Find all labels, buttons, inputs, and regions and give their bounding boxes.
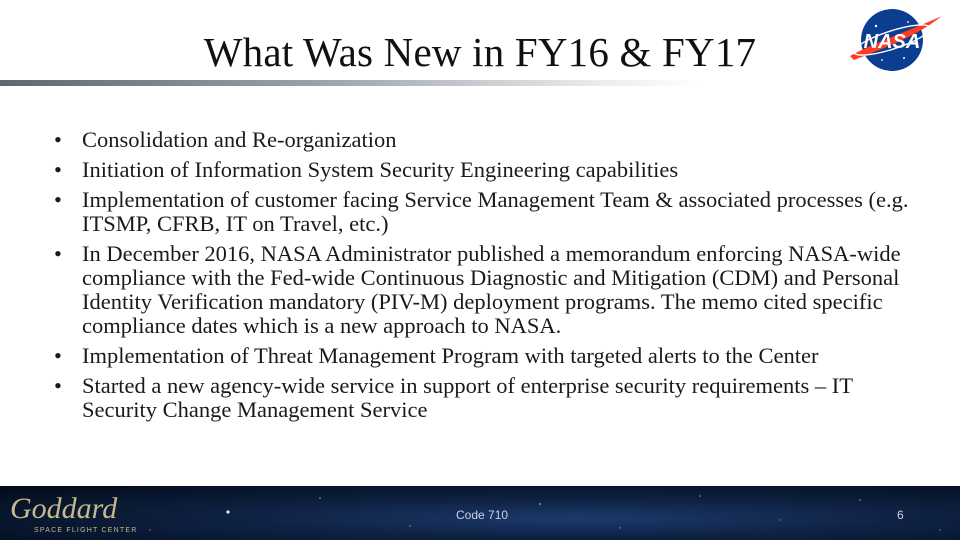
bullet-list bbox=[54, 128, 924, 428]
bullet-text: Consolidation and Re-organization bbox=[82, 127, 397, 152]
footer-bar bbox=[0, 486, 960, 540]
bullet-item bbox=[54, 128, 924, 152]
page-number: 6 bbox=[897, 508, 904, 522]
bullet-dot: • bbox=[54, 127, 62, 152]
nasa-meatball-icon bbox=[846, 6, 946, 74]
bullet-dot: • bbox=[54, 187, 62, 212]
bullet-dot: • bbox=[54, 157, 62, 182]
goddard-logo-icon bbox=[8, 488, 188, 538]
bullet-text: Initiation of Information System Security Engineering capabilities bbox=[82, 157, 679, 182]
bullet-item bbox=[54, 344, 924, 368]
goddard-subtext: SPACE FLIGHT CENTER bbox=[34, 527, 138, 534]
footer-code: Code 710 bbox=[456, 508, 509, 522]
goddard-logo-text: Goddard bbox=[10, 492, 118, 525]
bullet-text: Implementation of Threat Management Program with targeted alerts to the Center bbox=[82, 343, 819, 368]
bullet-item bbox=[54, 158, 924, 182]
bullet-dot: • bbox=[54, 343, 62, 368]
nasa-logo-text: NASA bbox=[863, 31, 921, 53]
bullet-text: In December 2016, NASA Administrator published a memorandum enforcing NASA-wide compliance with the Fed-wide Continuous Diagnostic and Mitigation (CDM) and Personal Identity Verification mandatory (PIV-M) deployment programs. The memo cited specific compliance dates which is a new approach to NASA. bbox=[82, 241, 901, 338]
bullet-item bbox=[54, 242, 924, 338]
slide-title: What Was New in FY16 & FY17 bbox=[203, 29, 757, 75]
bullet-text: Started a new agency-wide service in support of enterprise security requirements – IT Security Change Management Service bbox=[82, 373, 853, 422]
bullet-item bbox=[54, 188, 924, 236]
bullet-dot: • bbox=[54, 241, 62, 266]
bullet-dot: • bbox=[54, 373, 62, 398]
bullet-item bbox=[54, 374, 924, 422]
bullet-text: Implementation of customer facing Service Management Team & associated processes (e.g. ITSMP, CFRB, IT on Travel, etc.) bbox=[82, 187, 909, 236]
title-divider bbox=[0, 80, 700, 86]
